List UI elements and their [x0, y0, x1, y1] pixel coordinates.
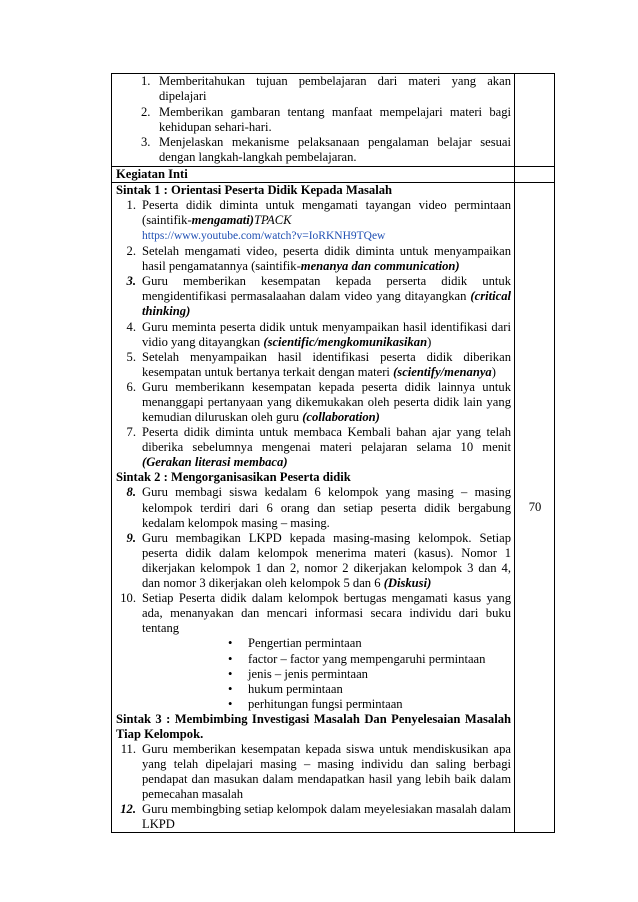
- item-emphasis: (Diskusi): [383, 576, 432, 591]
- bullet-item: [142, 697, 511, 712]
- item-number: 7.: [126, 425, 136, 440]
- item-text: Setelah mengamati video, peserta didik diminta untuk menyampaikan hasil pengamatannya (saintifik-: [142, 244, 511, 274]
- sintak1-list: [116, 198, 511, 471]
- item-text: Setiap Peserta didik dalam kelompok bertugas mengamati kasus yang ada, menanyakan dan mencari informasi secara individu dari buku tentang: [142, 591, 511, 636]
- bullet-text: Pengertian permintaan: [248, 636, 362, 651]
- bullet-icon: •: [228, 666, 233, 681]
- item-number: 10.: [120, 591, 136, 606]
- sintak-row: [112, 182, 555, 833]
- intro-list: [116, 74, 511, 166]
- item-tail: ): [491, 364, 496, 379]
- bullet-item: [142, 667, 511, 682]
- item-tail: TPACK: [253, 212, 292, 227]
- kegiatan-inti-heading: Kegiatan Inti: [112, 166, 515, 182]
- list-item: [116, 105, 511, 136]
- bullet-item: [142, 652, 511, 667]
- item-text: Menjelaskan mekanisme pelaksanaan pengalaman belajar sesuai dengan langkah-langkah pembelajaran.: [159, 135, 511, 165]
- list-item: [116, 274, 511, 319]
- item-number: 4.: [126, 319, 136, 334]
- item-emphasis: (Gerakan literasi membaca): [142, 455, 288, 470]
- item-text: Guru memberikan kesempatan kepada perserta didik untuk mengidentifikasi permasalaahan dalam video yang ditayangkan: [142, 274, 511, 304]
- list-item: [116, 320, 511, 350]
- list-item: [116, 802, 511, 832]
- item-number: 2.: [141, 104, 151, 119]
- bullet-item: [142, 636, 511, 651]
- item-number: 1.: [141, 74, 151, 88]
- item-emphasis: (critical thinking): [142, 289, 511, 319]
- item-text: Guru memberikann kesempatan kepada peserta didik lainnya untuk menanggapi pertanyaan yang dikemukakan oleh peserta didik lain yang kemudian diluruskan oleh guru: [142, 379, 511, 425]
- item-number: 5.: [126, 349, 136, 364]
- intro-time-cell: [515, 74, 555, 167]
- kegiatan-inti-row: [112, 166, 555, 182]
- intro-cell: [112, 74, 515, 167]
- item-emphasis: (scientify/menanya: [393, 364, 492, 379]
- item-tail: ): [427, 334, 432, 349]
- item-emphasis: menanya dan communication): [300, 259, 460, 274]
- item-number: 1.: [126, 197, 136, 212]
- list-item: [116, 74, 511, 105]
- list-item: [116, 591, 511, 712]
- item-text: Guru membagi siswa kedalam 6 kelompok yang masing – masing kelompok terdiri dari 6 orang dan setiap peserta didik bergabung kedalam kelompok masing – masing.: [142, 485, 511, 530]
- item-number: 2.: [126, 244, 136, 259]
- bullet-text: factor – factor yang mempengaruhi permintaan: [248, 651, 486, 666]
- list-item: [116, 135, 511, 166]
- item-text: Guru membagikan LKPD kepada masing-masing kelompok. Setiap peserta didik dalam kelompok menerima materi (kasus). Nomor 1 dikerjakan kelompok 1 dan 2, nomor 2 dikerjakan kelompok 3 dan 4, dan nomor 3 dikerjakan oleh kelompok 5 dan 6: [142, 530, 511, 591]
- bullet-icon: •: [228, 681, 233, 696]
- item-number: 3.: [141, 135, 151, 150]
- sintak1-title: Sintak 1 : Orientasi Peserta Didik Kepada Masalah: [116, 182, 393, 197]
- list-item: [116, 198, 511, 244]
- item-text: Peserta didik diminta untuk membaca Kembali bahan ajar yang telah diberika sebelumnya mengenai materi pelajaran selama 10 menit: [142, 425, 511, 455]
- sintak2-title: Sintak 2 : Mengorganisasikan Peserta didik: [116, 470, 351, 485]
- item-text: Guru memberikan kesempatan kepada siswa untuk mendiskusikan apa yang telah dipelajari masing – masing individu dan saling berbagi pendapat dan masukan dalam mendapatkan hasil yang lebih baik dalam pemecahan masalah: [142, 741, 511, 802]
- bullet-icon: •: [228, 651, 233, 666]
- list-item: [116, 425, 511, 470]
- sintak3-title: Sintak 3 : Membimbing Investigasi Masalah Dan Penyelesaian Masalah Tiap Kelompok.: [116, 711, 511, 741]
- list-item: [116, 531, 511, 591]
- bullet-icon: •: [228, 636, 233, 651]
- sintak2-list: [116, 485, 511, 711]
- item-number: 8.: [126, 485, 136, 500]
- sintak3-list: [116, 742, 511, 833]
- bullet-icon: •: [228, 696, 233, 711]
- list-item: [116, 350, 511, 380]
- item-text: Guru meminta peserta didik untuk menyampaikan hasil identifikasi dari vidio yang ditayangkan: [142, 319, 511, 349]
- item-text: Memberitahukan tujuan pembelajaran dari materi yang akan dipelajari: [159, 74, 511, 104]
- kegiatan-inti-time-cell: [515, 166, 555, 182]
- bullet-text: hukum permintaan: [248, 681, 343, 696]
- bullet-text: jenis – jenis permintaan: [248, 666, 368, 681]
- intro-row: [112, 74, 555, 167]
- sintak-cell: [112, 182, 515, 833]
- item-number: 12.: [120, 802, 136, 817]
- list-item: [116, 380, 511, 425]
- bullet-item: [142, 682, 511, 697]
- list-item: [116, 485, 511, 530]
- lesson-plan-table: [111, 73, 555, 833]
- item-number: 3.: [126, 274, 136, 289]
- item-emphasis: mengamati): [191, 212, 254, 227]
- bullet-list: [142, 636, 511, 711]
- list-item: [116, 244, 511, 274]
- list-item: [116, 742, 511, 802]
- item-text: Memberikan gambaran tentang manfaat mempelajari materi bagi kehidupan sehari-hari.: [159, 104, 511, 134]
- item-number: 9.: [126, 530, 136, 545]
- youtube-link[interactable]: https://www.youtube.com/watch?v=IoRKNH9TQew: [142, 229, 386, 242]
- item-emphasis: (collaboration): [302, 410, 380, 425]
- time-allocation-cell: 70: [515, 182, 555, 833]
- item-text: Peserta didik diminta untuk mengamati tayangan video permintaan (saintifik-: [142, 197, 511, 227]
- item-emphasis: (scientific/mengkomunikasikan: [263, 334, 428, 349]
- item-text: Guru membingbing setiap kelompok dalam meyelesiakan masalah dalam LKPD: [142, 802, 511, 832]
- item-number: 11.: [120, 741, 136, 756]
- item-text: Setelah menyampaikan hasil identifikasi peserta didik diberikan kesempatan untuk bertanya terkait dengan materi: [142, 349, 511, 379]
- item-number: 6.: [126, 379, 136, 394]
- bullet-text: perhitungan fungsi permintaan: [248, 696, 403, 711]
